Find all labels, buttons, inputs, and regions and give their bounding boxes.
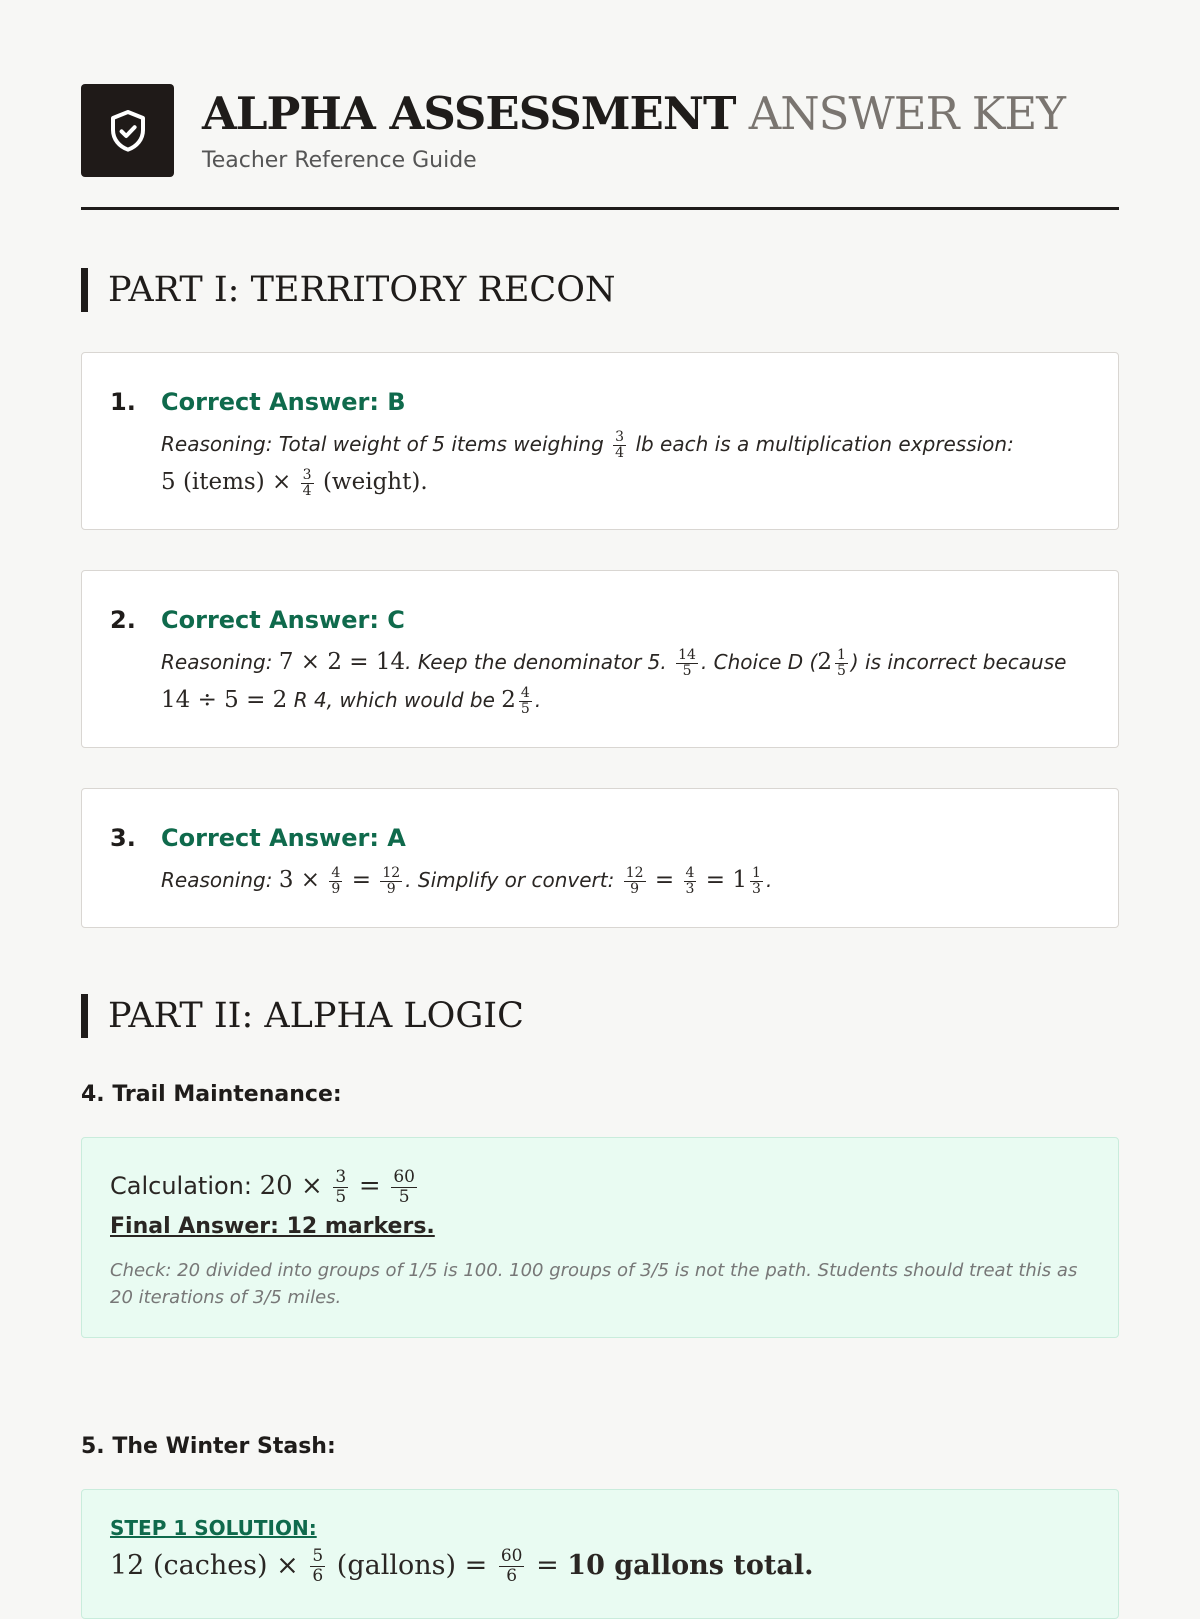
reasoning-text: Reasoning: <box>161 868 273 892</box>
denominator: 5 <box>836 663 846 679</box>
denominator: 5 <box>335 1186 347 1207</box>
step-label: STEP 1 SOLUTION: <box>110 1516 317 1540</box>
denominator: 4 <box>302 483 312 499</box>
fraction <box>750 866 763 897</box>
math-expression: 2 <box>817 649 832 675</box>
reasoning-text: ) is incorrect because <box>850 650 1067 674</box>
fraction <box>329 866 342 897</box>
numerator: 12 <box>625 865 644 881</box>
title-light: ANSWER KEY <box>748 87 1065 140</box>
shield-check-icon <box>104 107 152 155</box>
numerator: 4 <box>520 685 530 701</box>
fraction <box>519 686 532 717</box>
correct-answer: Correct Answer: C <box>161 606 405 634</box>
final-answer: Final Answer: 12 markers. <box>110 1214 435 1239</box>
question-title-5: 5. The Winter Stash: <box>81 1434 336 1459</box>
numerator: 5 <box>312 1546 324 1566</box>
denominator: 5 <box>398 1186 410 1207</box>
fraction <box>624 866 646 897</box>
title-bold: ALPHA ASSESSMENT <box>202 87 736 140</box>
math-expression: (gallons) = <box>336 1550 488 1581</box>
fraction <box>333 1168 348 1207</box>
math-expression: = <box>351 867 371 893</box>
denominator: 9 <box>630 881 640 897</box>
correct-answer: Correct Answer: A <box>161 824 406 852</box>
fraction <box>301 468 314 499</box>
math-expression: = <box>536 1550 559 1581</box>
question-title-4: 4. Trail Maintenance: <box>81 1082 342 1107</box>
denominator: 3 <box>685 881 695 897</box>
math-result: 10 gallons total. <box>567 1550 814 1581</box>
check-note: Check: 20 divided into groups of 1/5 is 100. 100 groups of 3/5 is not the path. Students should treat this as 20 iterations of 3/5 miles. <box>110 1260 1078 1308</box>
reasoning-text: . Keep the denominator 5. <box>405 650 667 674</box>
fraction <box>391 1168 417 1207</box>
denominator: 5 <box>520 701 530 717</box>
numerator: 3 <box>302 467 312 483</box>
denominator: 5 <box>682 663 692 679</box>
math-expression: 2 <box>501 687 516 713</box>
math-expression: = 1 <box>705 867 748 893</box>
calculation-label: Calculation: <box>110 1172 252 1200</box>
denominator: 6 <box>506 1566 518 1586</box>
fraction <box>835 648 848 679</box>
logo <box>81 84 174 177</box>
math-expression: 20 × <box>259 1171 323 1201</box>
answer-card-3 <box>81 788 1119 928</box>
question-number: 3. <box>110 824 136 852</box>
answer-card-2 <box>81 570 1119 748</box>
header-divider <box>81 207 1119 210</box>
numerator: 14 <box>678 647 696 663</box>
math-expression: = <box>358 1171 381 1201</box>
step-equation <box>110 1540 1090 1592</box>
header <box>81 0 1119 177</box>
denominator: 9 <box>331 881 341 897</box>
fraction <box>613 430 626 461</box>
reasoning-text: Reasoning: <box>161 650 273 674</box>
calculation <box>110 1164 1090 1208</box>
reasoning <box>161 643 1090 719</box>
reasoning <box>161 861 1090 899</box>
numerator: 60 <box>500 1546 523 1566</box>
fraction <box>380 866 402 897</box>
numerator: 60 <box>393 1166 415 1187</box>
denominator: 4 <box>615 445 625 461</box>
numerator: 4 <box>331 865 341 881</box>
answer-card-1 <box>81 352 1119 530</box>
math-expression: 5 (items) × <box>161 469 292 495</box>
reasoning-text: . <box>765 868 773 892</box>
section-title-part2: PART II: ALPHA LOGIC <box>81 994 1119 1038</box>
math-expression: 14 ÷ 5 = 2 <box>161 687 288 713</box>
reasoning-text: . <box>534 688 542 712</box>
section-title-part1: PART I: TERRITORY RECON <box>81 268 1119 312</box>
reasoning <box>161 425 1090 501</box>
math-expression: 7 × 2 = 14 <box>278 649 406 675</box>
reasoning-text: Reasoning: Total weight of 5 items weighing <box>161 432 604 456</box>
math-expression: 3 × <box>278 867 321 893</box>
denominator: 6 <box>312 1566 324 1586</box>
fraction <box>676 648 698 679</box>
page-title <box>202 86 1065 142</box>
correct-answer: Correct Answer: B <box>161 388 406 416</box>
denominator: 3 <box>752 881 761 897</box>
numerator: 3 <box>615 429 625 445</box>
numerator: 12 <box>382 865 401 881</box>
math-expression: = <box>654 867 675 893</box>
solution-box-4 <box>81 1137 1119 1338</box>
page-subtitle: Teacher Reference Guide <box>202 148 477 173</box>
reasoning-text: R 4, which would be <box>293 688 495 712</box>
fraction <box>499 1547 525 1586</box>
math-expression: 12 (caches) × <box>110 1550 299 1581</box>
fraction <box>684 866 697 897</box>
fraction <box>310 1547 325 1586</box>
reasoning-text: . Choice D ( <box>700 650 818 674</box>
numerator: 1 <box>752 865 761 881</box>
numerator: 3 <box>335 1166 347 1187</box>
question-number: 2. <box>110 606 136 634</box>
reasoning-text: lb each is a multiplication expression: <box>635 432 1014 456</box>
numerator: 1 <box>836 647 846 663</box>
reasoning-text: . Simplify or convert: <box>405 868 615 892</box>
denominator: 9 <box>386 881 396 897</box>
math-expression: (weight). <box>322 469 428 495</box>
numerator: 4 <box>685 865 695 881</box>
question-number: 1. <box>110 388 136 416</box>
